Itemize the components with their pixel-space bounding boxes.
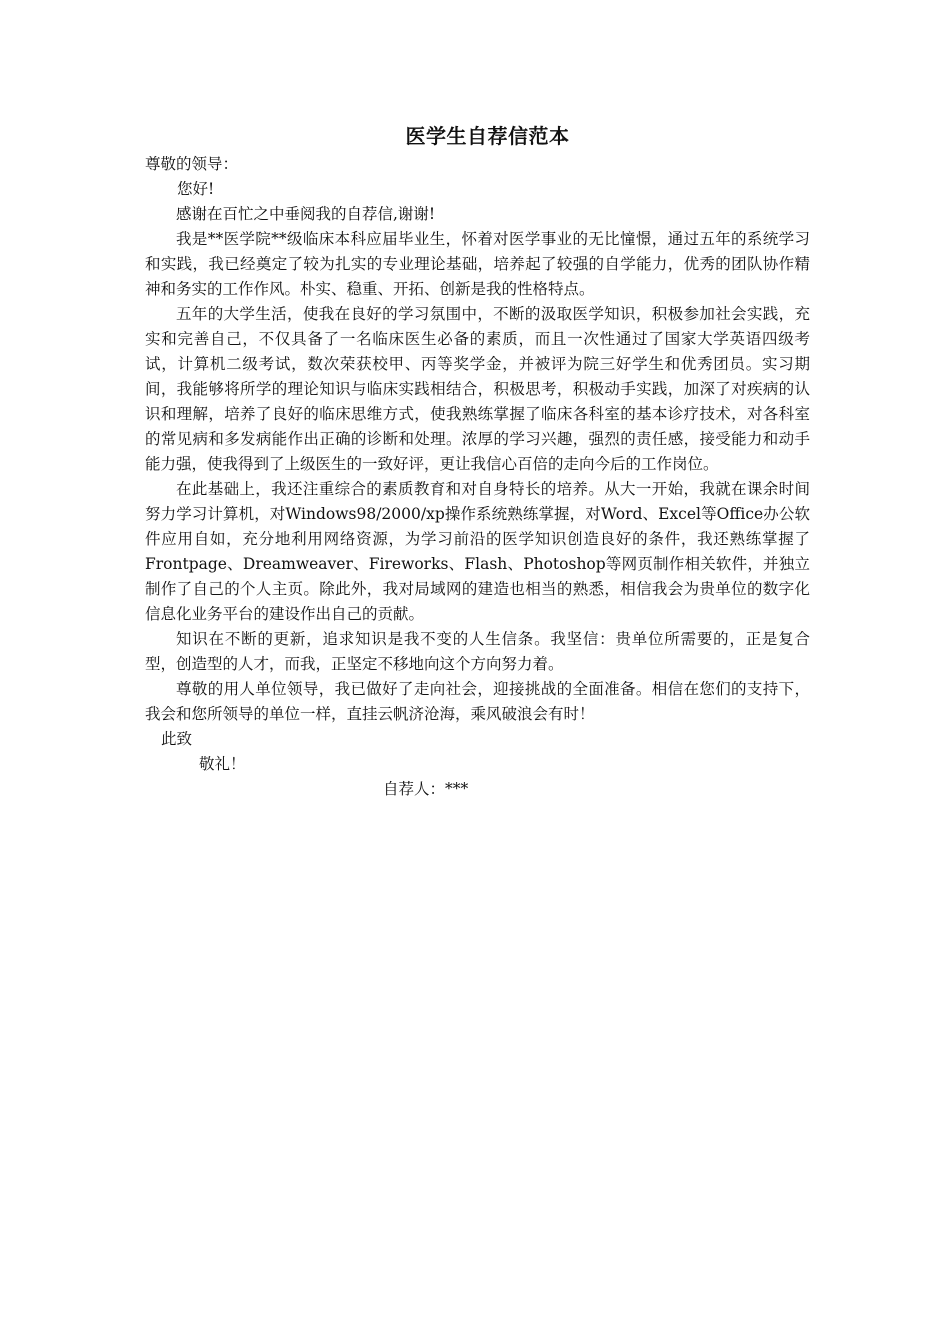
signature: 自荐人：*** (383, 780, 469, 798)
paragraph-thanks: 感谢在百忙之中垂阅我的自荐信,谢谢! (176, 205, 436, 223)
paragraph-university-life: 五年的大学生活，使我在良好的学习氛围中，不断的汲取医学知识，积极参加社会实践，充实和完善自己，不仅具备了一名临床医生必备的素质，而且一次性通过了国家大学英语四级考试，计算机二级考试，数次荣获校甲、丙等奖学金，并被评为院三好学生和优秀团员。实习期间，我能够将所学的理论知识与临床实践相结合，积极思考，积极动手实践，加深了对疾病的认识和理解，培养了良好的临床思维方式，使我熟练掌握了临床各科室的基本诊疗技术，对各科室的常见病和多发病能作出正确的诊断和处理。浓厚的学习兴趣，强烈的责任感，接受能力和动手能力强，使我得到了上级医生的一致好评，更让我信心百倍的走向今后的工作岗位。 (145, 305, 810, 473)
page-title: 医学生自荐信范本 (405, 124, 570, 148)
closing-line: 此致 (161, 730, 193, 748)
letter-page (145, 120, 810, 802)
paragraph-skills: 在此基础上，我还注重综合的素质教育和对自身特长的培养。从大一开始，我就在课余时间努力学习计算机，对Windows98/2000/xp操作系统熟练掌握，对Word、Excel等Office办公软件应用自如，充分地利用网络资源，为学习前沿的医学知识创造良好的条件，我还熟练掌握了Frontpage、Dreamweaver、Fireworks、Flash、Photoshop等网页制作相关软件，并独立制作了自己的个人主页。除此外，我对局域网的建造也相当的熟悉，相信我会为贵单位的数字化信息化业务平台的建设作出自己的贡献。 (145, 480, 810, 623)
paragraph-conclusion: 尊敬的用人单位领导，我已做好了走向社会，迎接挑战的全面准备。相信在您们的支持下，我会和您所领导的单位一样，直挂云帆济沧海，乘风破浪会有时！ (145, 680, 810, 723)
closing-salute: 敬礼！ (199, 755, 246, 773)
salutation: 尊敬的领导： (145, 155, 239, 173)
paragraph-belief: 知识在不断的更新，追求知识是我不变的人生信条。我坚信：贵单位所需要的，正是复合型，创造型的人才，而我，正坚定不移地向这个方向努力着。 (145, 630, 810, 673)
paragraph-intro: 我是**医学院**级临床本科应届毕业生，怀着对医学事业的无比憧憬，通过五年的系统学习和实践，我已经奠定了较为扎实的专业理论基础，培养起了较强的自学能力，优秀的团队协作精神和务实的工作作风。朴实、稳重、开拓、创新是我的性格特点。 (145, 230, 810, 298)
greeting: 您好! (177, 180, 215, 198)
